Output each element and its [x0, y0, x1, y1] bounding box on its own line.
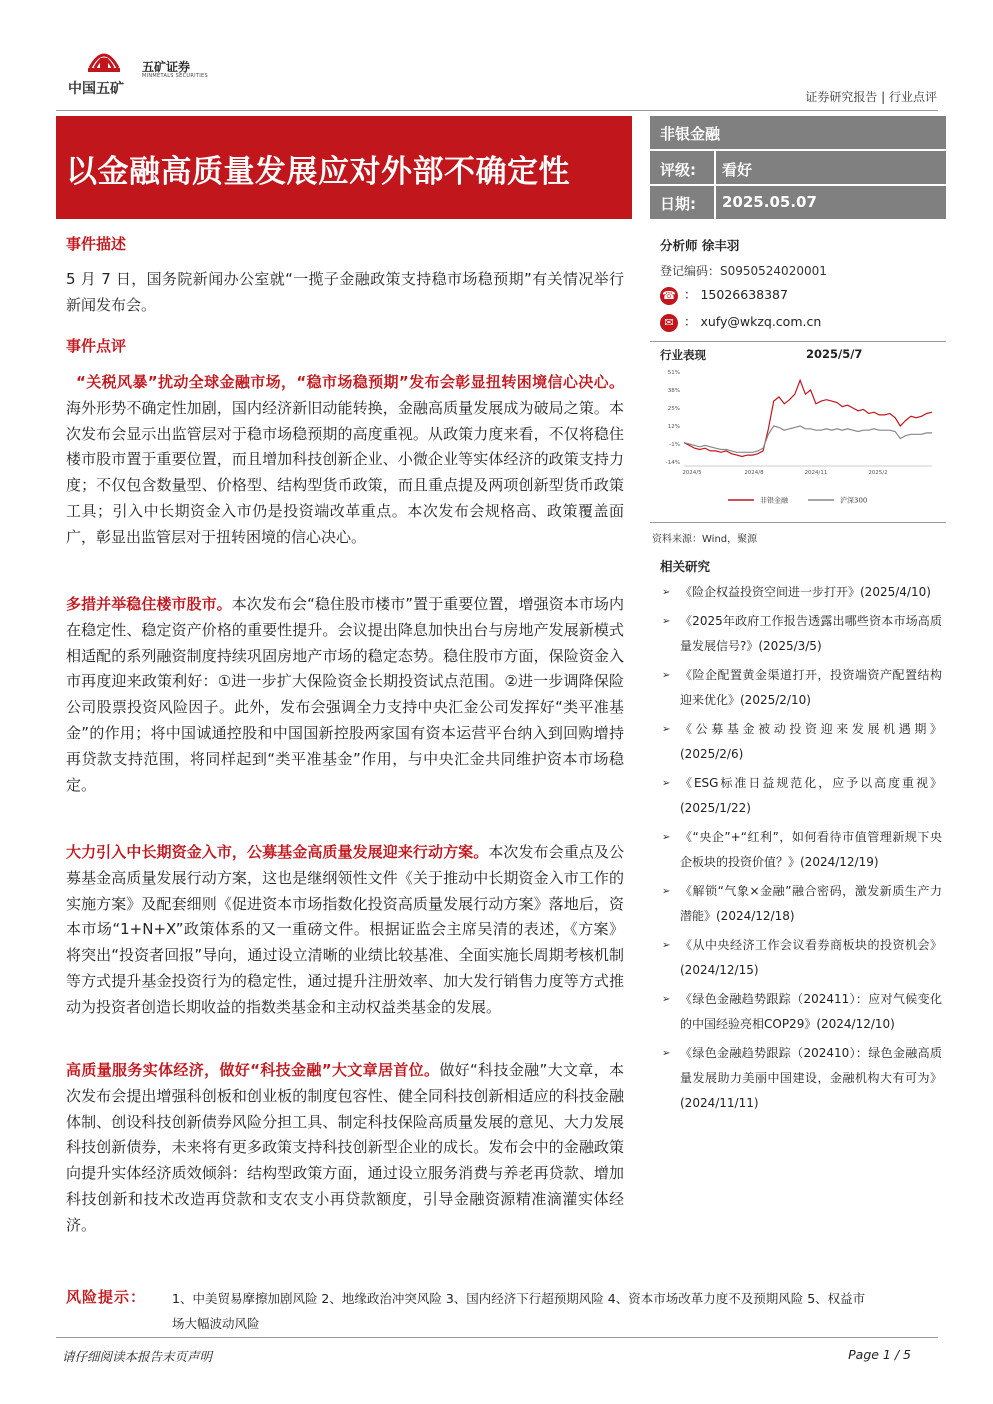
related-research-item[interactable]: [660, 771, 942, 821]
risk-text: 1、中美贸易摩擦加剧风险 2、地缘政治冲突风险 3、国内经济下行超预期风险 4、资本市场改革力度不及预期风险 5、权益市场大幅波动风险: [172, 1291, 866, 1331]
rating-row: [650, 152, 946, 185]
related-research-item[interactable]: [660, 987, 942, 1037]
y-tick-label: -14%: [665, 460, 680, 466]
y-tick-label: 38%: [667, 388, 680, 394]
x-tick-label: 2024/5: [682, 470, 702, 476]
related-research-item[interactable]: [660, 717, 942, 767]
related-research-item[interactable]: [660, 933, 942, 983]
paragraph-3-highlight: 大力引入中长期资金入市，公募基金高质量发展迎来行动方案。: [66, 843, 489, 861]
email-address[interactable]: ： xufy@wkzq.com.cn: [684, 314, 822, 329]
paragraph-2: [66, 592, 624, 798]
info-vertical-divider: [714, 150, 716, 219]
y-tick-label: -1%: [669, 442, 680, 448]
page-number: Page 1 / 5: [848, 1347, 911, 1362]
paragraph-2-highlight: 多措并举稳住楼市股市。: [66, 595, 232, 613]
rating-value: 看好: [722, 161, 753, 179]
paragraph-4-body: 做好“科技金融”大文章，本次发布会提出增强科创板和创业板的制度包容性、健全同科技创新相适应的科技金融体制、创设科技创新债券风险分担工具、制定科技保险高质量发展的意见、大力发展科技创新债券，未来将有更多政策支持科技创新型企业的成长。发布会中的金融政策向提升实体经济质效倾斜：结构型政策方面，通过设立服务消费与养老再贷款、增加科技创新和技术改造再贷款和支农支小再贷款额度，引导金融资源精准滴灌实体经济。: [66, 1061, 624, 1234]
paragraph-4: [66, 1058, 624, 1239]
risk-label: 风险提示：: [66, 1288, 147, 1306]
chart-date: 2025/5/7: [806, 347, 863, 361]
y-tick-label: 25%: [667, 406, 680, 412]
arrow-bullet-icon: ➢: [662, 994, 671, 1005]
event-desc-text: 5 月 7 日，国务院新闻办公室就“一揽子金融政策支持稳市场稳预期”有关情况举行新闻发布会。: [66, 270, 624, 314]
report-type: 证券研究报告 | 行业点评: [805, 90, 937, 104]
analyst-phone: [660, 285, 788, 305]
group-name: 中国五矿: [68, 81, 124, 97]
related-research-title[interactable]: 《险企权益投资空间进一步打开》(2025/4/10): [680, 585, 931, 599]
related-research-title[interactable]: 《从中央经济工作会议看券商板块的投资机会》(2024/12/15): [680, 938, 942, 977]
related-research-title[interactable]: 《险企配置黄金渠道打开，投资端资产配置结构迎来优化》(2025/2/10): [680, 668, 942, 707]
paragraph-3: [66, 840, 624, 1021]
analyst-email[interactable]: [660, 312, 821, 332]
analyst-name: 分析师 徐丰羽: [660, 238, 740, 253]
related-research-title[interactable]: 《“央企”+“红利”，如何看待市值管理新规下央企板块的投资价值？》(2024/12/19): [680, 830, 942, 869]
x-tick-label: 2024/8: [744, 470, 764, 476]
paragraph-3-body: 本次发布会重点及公募基金高质量发展行动方案，这也是继纲领性文件《关于推动中长期资金入市工作的实施方案》及配套细则《促进资本市场指数化投资高质量发展行动方案》落地后，资本市场“1+N+X”政策体系的又一重磅文件。根据证监会主席吴清的表述，《方案》将突出“投资者回报”导向，通过设立清晰的业绩比较基准、全面实施长周期考核机制等方式提升基金投资行为的稳定性，通过提升注册效率、加大发行销售力度等方式推动为投资者创造长期收益的指数类基金和主动权益类基金的发展。: [66, 843, 624, 1016]
footer-disclaimer: 请仔细阅读本报告末页声明: [62, 1349, 213, 1364]
date-value: 2025.05.07: [722, 193, 817, 211]
report-title: 以金融高质量发展应对外部不确定性: [66, 154, 570, 190]
related-research-title[interactable]: 《2025年政府工作报告透露出哪些资本市场高质量发展信号?》(2025/3/5): [680, 614, 942, 653]
chart-top-divider: [650, 341, 946, 342]
arrow-bullet-icon: ➢: [662, 832, 671, 843]
info-divider: [650, 149, 946, 151]
arrow-bullet-icon: ➢: [662, 1048, 671, 1059]
arrow-bullet-icon: ➢: [662, 587, 671, 598]
firm-name: 五矿证券: [142, 60, 191, 74]
date-row: [650, 186, 946, 219]
data-source: 资料来源：Wind，聚源: [652, 534, 758, 545]
related-research-title[interactable]: 《绿色金融趋势跟踪（202410）：绿色金融高质量发展助力美丽中国建设，金融机构大有可为》(2024/11/11): [680, 1046, 942, 1110]
arrow-bullet-icon: ➢: [662, 940, 671, 951]
date-label: 日期:: [660, 195, 696, 213]
phone-icon: ☎: [660, 287, 678, 305]
title-banner: [56, 116, 632, 219]
related-research-title[interactable]: 《解锁“气象×金融”融合密码，激发新质生产力潜能》(2024/12/18): [680, 884, 942, 923]
chart-title: 行业表现: [660, 348, 706, 362]
header-divider: [56, 110, 938, 111]
paragraph-2-body: 本次发布会“稳住股市楼市”置于重要位置，增强资本市场内在稳定性、稳定资产价格的重要性提升。会议提出降息加快出台与房地产发展新模式相适配的系列融资制度持续巩固房地产市场的稳定态势。稳住股市方面，保险资金入市再度迎来政策利好：①进一步扩大保险资金长期投资试点范围。②进一步调降保险公司股票投资风险因子。此外，发布会强调全力支持中央汇金公司发挥好“类平准基金”的作用；将中国诚通控股和中国国新控股两家国有资本运营平台纳入到回购增持再贷款支持范围，将同样起到“类平准基金”作用，与中央汇金共同维护资本市场稳定。: [66, 595, 624, 794]
paragraph-1: [66, 370, 624, 551]
firm-name-en: MINMETALS SECURITIES: [142, 73, 208, 79]
analyst-reg-code: 登记编码：S0950524020001: [660, 264, 827, 278]
legend-label: 沪深300: [840, 496, 868, 505]
related-research-item[interactable]: [660, 1041, 942, 1116]
related-research-heading: 相关研究: [660, 559, 711, 574]
arrow-bullet-icon: ➢: [662, 724, 671, 735]
event-desc-heading: 事件描述: [66, 235, 127, 253]
related-research-item[interactable]: [660, 825, 942, 875]
series-line: [684, 380, 932, 456]
rating-label: 评级:: [660, 161, 696, 179]
paragraph-1-body: 海外形势不确定性加剧，国内经济新旧动能转换，金融高质量发展成为破局之策。本次发布会显示出监管层对于稳市场稳预期的高度重视。从政策力度来看，不仅将稳住楼市股市置于重要位置，而且增加科技创新企业、小微企业等实体经济的政策支持力度；不仅包含数量型、价格型、结构型货币政策，而且重点提及两项创新型货币政策工具；引入中长期资金入市仍是投资端改革重点。本次发布会规格高、政策覆盖面广，彰显出监管层对于扭转困境的信心决心。: [66, 398, 624, 546]
related-research-title[interactable]: 《绿色金融趋势跟踪（202411）：应对气候变化的中国经验亮相COP29》(2024/12/10): [680, 992, 942, 1031]
related-research-item[interactable]: [660, 580, 942, 605]
arrow-bullet-icon: ➢: [662, 778, 671, 789]
arrow-bullet-icon: ➢: [662, 886, 671, 897]
event-review-heading: 事件点评: [66, 337, 127, 355]
related-research-title[interactable]: 《公募基金被动投资迎来发展机遇期》(2025/2/6): [680, 722, 942, 761]
x-tick-label: 2024/11: [804, 470, 828, 476]
related-research-title[interactable]: 《ESG标准日益规范化，应予以高度重视》(2025/1/22): [680, 776, 942, 815]
info-panel: [650, 116, 946, 219]
series-line: [684, 426, 932, 452]
email-icon: ✉: [660, 314, 678, 332]
company-logo: [62, 40, 212, 100]
arrow-bullet-icon: ➢: [662, 670, 671, 681]
paragraph-1-highlight: “关税风暴”扰动全球金融市场，“稳市场稳预期”发布会彰显扭转困境信心决心。: [76, 373, 624, 391]
related-research-item[interactable]: [660, 663, 942, 713]
arrow-bullet-icon: ➢: [662, 616, 671, 627]
paragraph-4-highlight: 高质量服务实体经济，做好“科技金融”大文章居首位。: [66, 1061, 440, 1079]
related-research-list: [660, 580, 942, 1120]
minmetals-logo-icon: [84, 40, 124, 76]
y-tick-label: 12%: [667, 424, 680, 430]
sector-name: 非银金融: [660, 125, 721, 143]
footer-divider: [56, 1337, 938, 1338]
related-research-item[interactable]: [660, 609, 942, 659]
phone-number: ： 15026638387: [684, 287, 788, 302]
sector-row: [650, 116, 946, 149]
y-tick-label: 51%: [667, 370, 680, 376]
chart-bottom-divider: [650, 522, 946, 523]
industry-performance-chart: [650, 344, 946, 524]
related-research-item[interactable]: [660, 879, 942, 929]
x-tick-label: 2025/2: [868, 470, 888, 476]
chart-canvas: [650, 344, 946, 524]
legend-label: 非银金融: [760, 496, 788, 505]
